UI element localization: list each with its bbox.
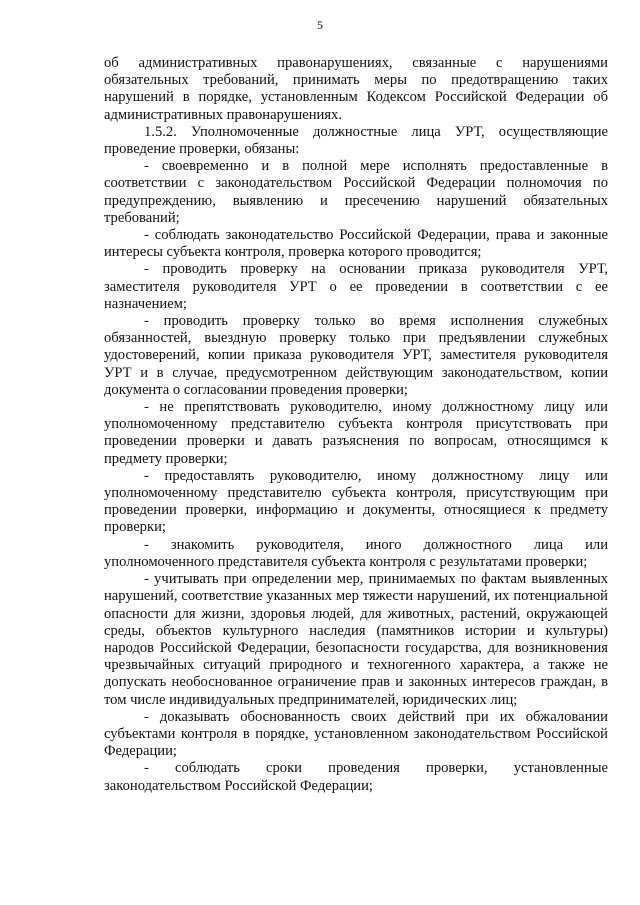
paragraph-observe-legislation: - соблюдать законодательство Российской Федерации, права и законные интересы субъекта контроля, проверка которого проводится; xyxy=(104,227,608,261)
document-body xyxy=(104,55,608,795)
paragraph-provide-information: - предоставлять руководителю, иному должностному лицу или уполномоченному представителю субъекта контроля, присутствующим при проведении проверки, информацию и документы, относящиеся к предмету проверки; xyxy=(104,467,608,536)
page-number: 5 xyxy=(317,18,323,32)
paragraph-prove-validity: - доказывать обоснованность своих действий при их обжаловании субъектами контроля в порядке, установленном законодательством Российской Федерации; xyxy=(104,708,608,760)
paragraph-allow-presence: - не препятствовать руководителю, иному должностному лицу или уполномоченному представителю субъекта контроля присутствовать при проведении проверки и давать разъяснения по вопросам, относящимся к предмету проверки; xyxy=(104,399,608,467)
paragraph-observe-deadlines: - соблюдать сроки проведения проверки, установленные законодательством Российской Федерации; xyxy=(104,760,608,794)
paragraph-1-5-2-heading: 1.5.2. Уполномоченные должностные лица УРТ, осуществляющие проведение проверки, обязаны: xyxy=(104,123,608,158)
paragraph-proportional-measures: - учитывать при определении мер, принимаемых по фактам выявленных нарушений, соответствие указанных мер тяжести нарушений, их потенциальной опасности для жизни, здоровья людей, для животных, растений, окружающей среды, объектов культурного наследия (памятников истории и культуры) народов Российской Федерации, безопасности государства, для возникновения чрезвычайных ситуаций природного и техногенного характера, а также не допускать необоснованное ограничение прав и законных интересов граждан, в том числе индивидуальных предпринимателей, юридических лиц; xyxy=(104,571,608,708)
paragraph-inspection-basis: - проводить проверку на основании приказа руководителя УРТ, заместителя руководителя УРТ о ее проведении в соответствии с ее назначением; xyxy=(104,261,608,312)
paragraph-familiarize-results: - знакомить руководителя, иного должностного лица или уполномоченного представителя субъекта контроля с результатами проверки; xyxy=(104,536,608,570)
paragraph-administrative-offenses: об административных правонарушениях, связанные с нарушениями обязательных требований, принимать меры по предотвращению таких нарушений в порядке, установленным Кодексом Российской Федерации об административных правонарушениях. xyxy=(104,55,608,123)
paragraph-inspection-during-duties: - проводить проверку только во время исполнения служебных обязанностей, выездную проверку только при предъявлении служебных удостоверений, копии приказа руководителя УРТ, заместителя руководителя УРТ и в случае, предусмотренном действующим законодательством, копии документа о согласовании проведения проверки; xyxy=(104,313,608,398)
paragraph-exercise-powers: - своевременно и в полной мере исполнять предоставленные в соответствии с законодательством Российской Федерации полномочия по предупреждению, выявлению и пресечению нарушений обязательных требований; xyxy=(104,158,608,226)
